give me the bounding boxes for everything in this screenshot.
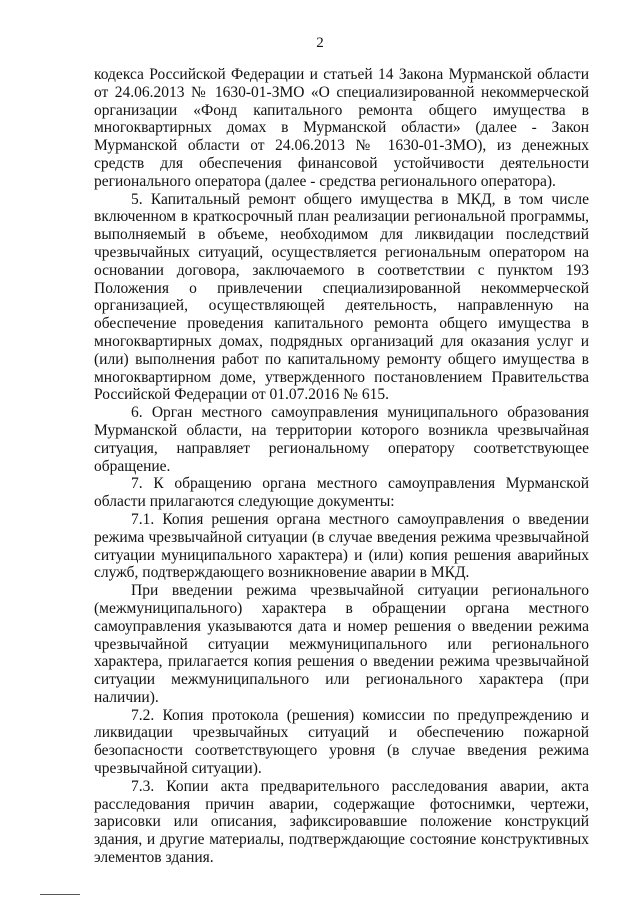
footer-rule <box>40 894 80 895</box>
paragraph-continuation: кодекса Российской Федерации и статьей 14 Закона Мурманской области от 24.06.2013 № 1630-01-ЗМО «О специализированной некоммерческой организации «Фонд капитального ремонта общего имущества в многоквартирных домах в Мурманской области» (далее - Закон Мурманской области от 24.06.2013 № 1630-01-ЗМО), из денежных средств для обеспечения финансовой устойчивости деятельности регионального оператора (далее - средства регионального оператора). <box>94 66 589 190</box>
paragraph-item-6: 6. Орган местного самоуправления муниципального образования Мурманской области, на территории которого возникла чрезвычайная ситуация, направляет региональному оператору соответствующее обращение. <box>94 404 589 475</box>
paragraph-item-7-1-note: При введении режима чрезвычайной ситуации регионального (межмуниципального) характера в обращении органа местного самоуправления указываются дата и номер решения о введении режима чрезвычайной ситуации межмуниципального или регионального характера, прилагается копия решения о введении режима чрезвычайной ситуации межмуниципального или регионального характера (при наличии). <box>94 582 589 706</box>
paragraph-item-7-2: 7.2. Копия протокола (решения) комиссии по предупреждению и ликвидации чрезвычайных ситуаций и обеспечению пожарной безопасности соответствующего уровня (в случае введения режима чрезвычайной ситуации). <box>94 706 589 778</box>
paragraph-item-7-3: 7.3. Копии акта предварительного расследования аварии, акта расследования причин аварии, содержащие фотоснимки, чертежи, зарисовки или описания, зафиксировавшие положение конструкций здания, и другие материалы, подтверждающие состояние конструктивных элементов здания. <box>94 777 589 867</box>
paragraph-item-7-1: 7.1. Копия решения органа местного самоуправления о введении режима чрезвычайной ситуации (в случае введения режима чрезвычайной ситуации муниципального характера) и (или) копия решения аварийных служб, подтверждающего возникновение аварии в МКД. <box>94 510 589 582</box>
paragraph-item-7: 7. К обращению органа местного самоуправления Мурманской области прилагаются следующие документы: <box>94 475 589 511</box>
document-body <box>94 66 589 867</box>
paragraph-item-5: 5. Капитальный ремонт общего имущества в МКД, в том числе включенном в краткосрочный план реализации региональной программы, выполняемый в объеме, необходимом для ликвидации последствий чрезвычайных ситуаций, осуществляется региональным оператором на основании договора, заключаемого в соответствии с пунктом 193 Положения о привлечении специализированной некоммерческой организацией, осуществляющей деятельность, направленную на обеспечение проведения капитального ремонта общего имущества в многоквартирных домах, подрядных организаций для оказания услуг и (или) выполнения работ по капитальному ремонту общего имущества в многоквартирном доме, утвержденного постановлением Правительства Российской Федерации от 01.07.2016 № 615. <box>94 190 589 404</box>
page-number: 2 <box>316 35 324 51</box>
